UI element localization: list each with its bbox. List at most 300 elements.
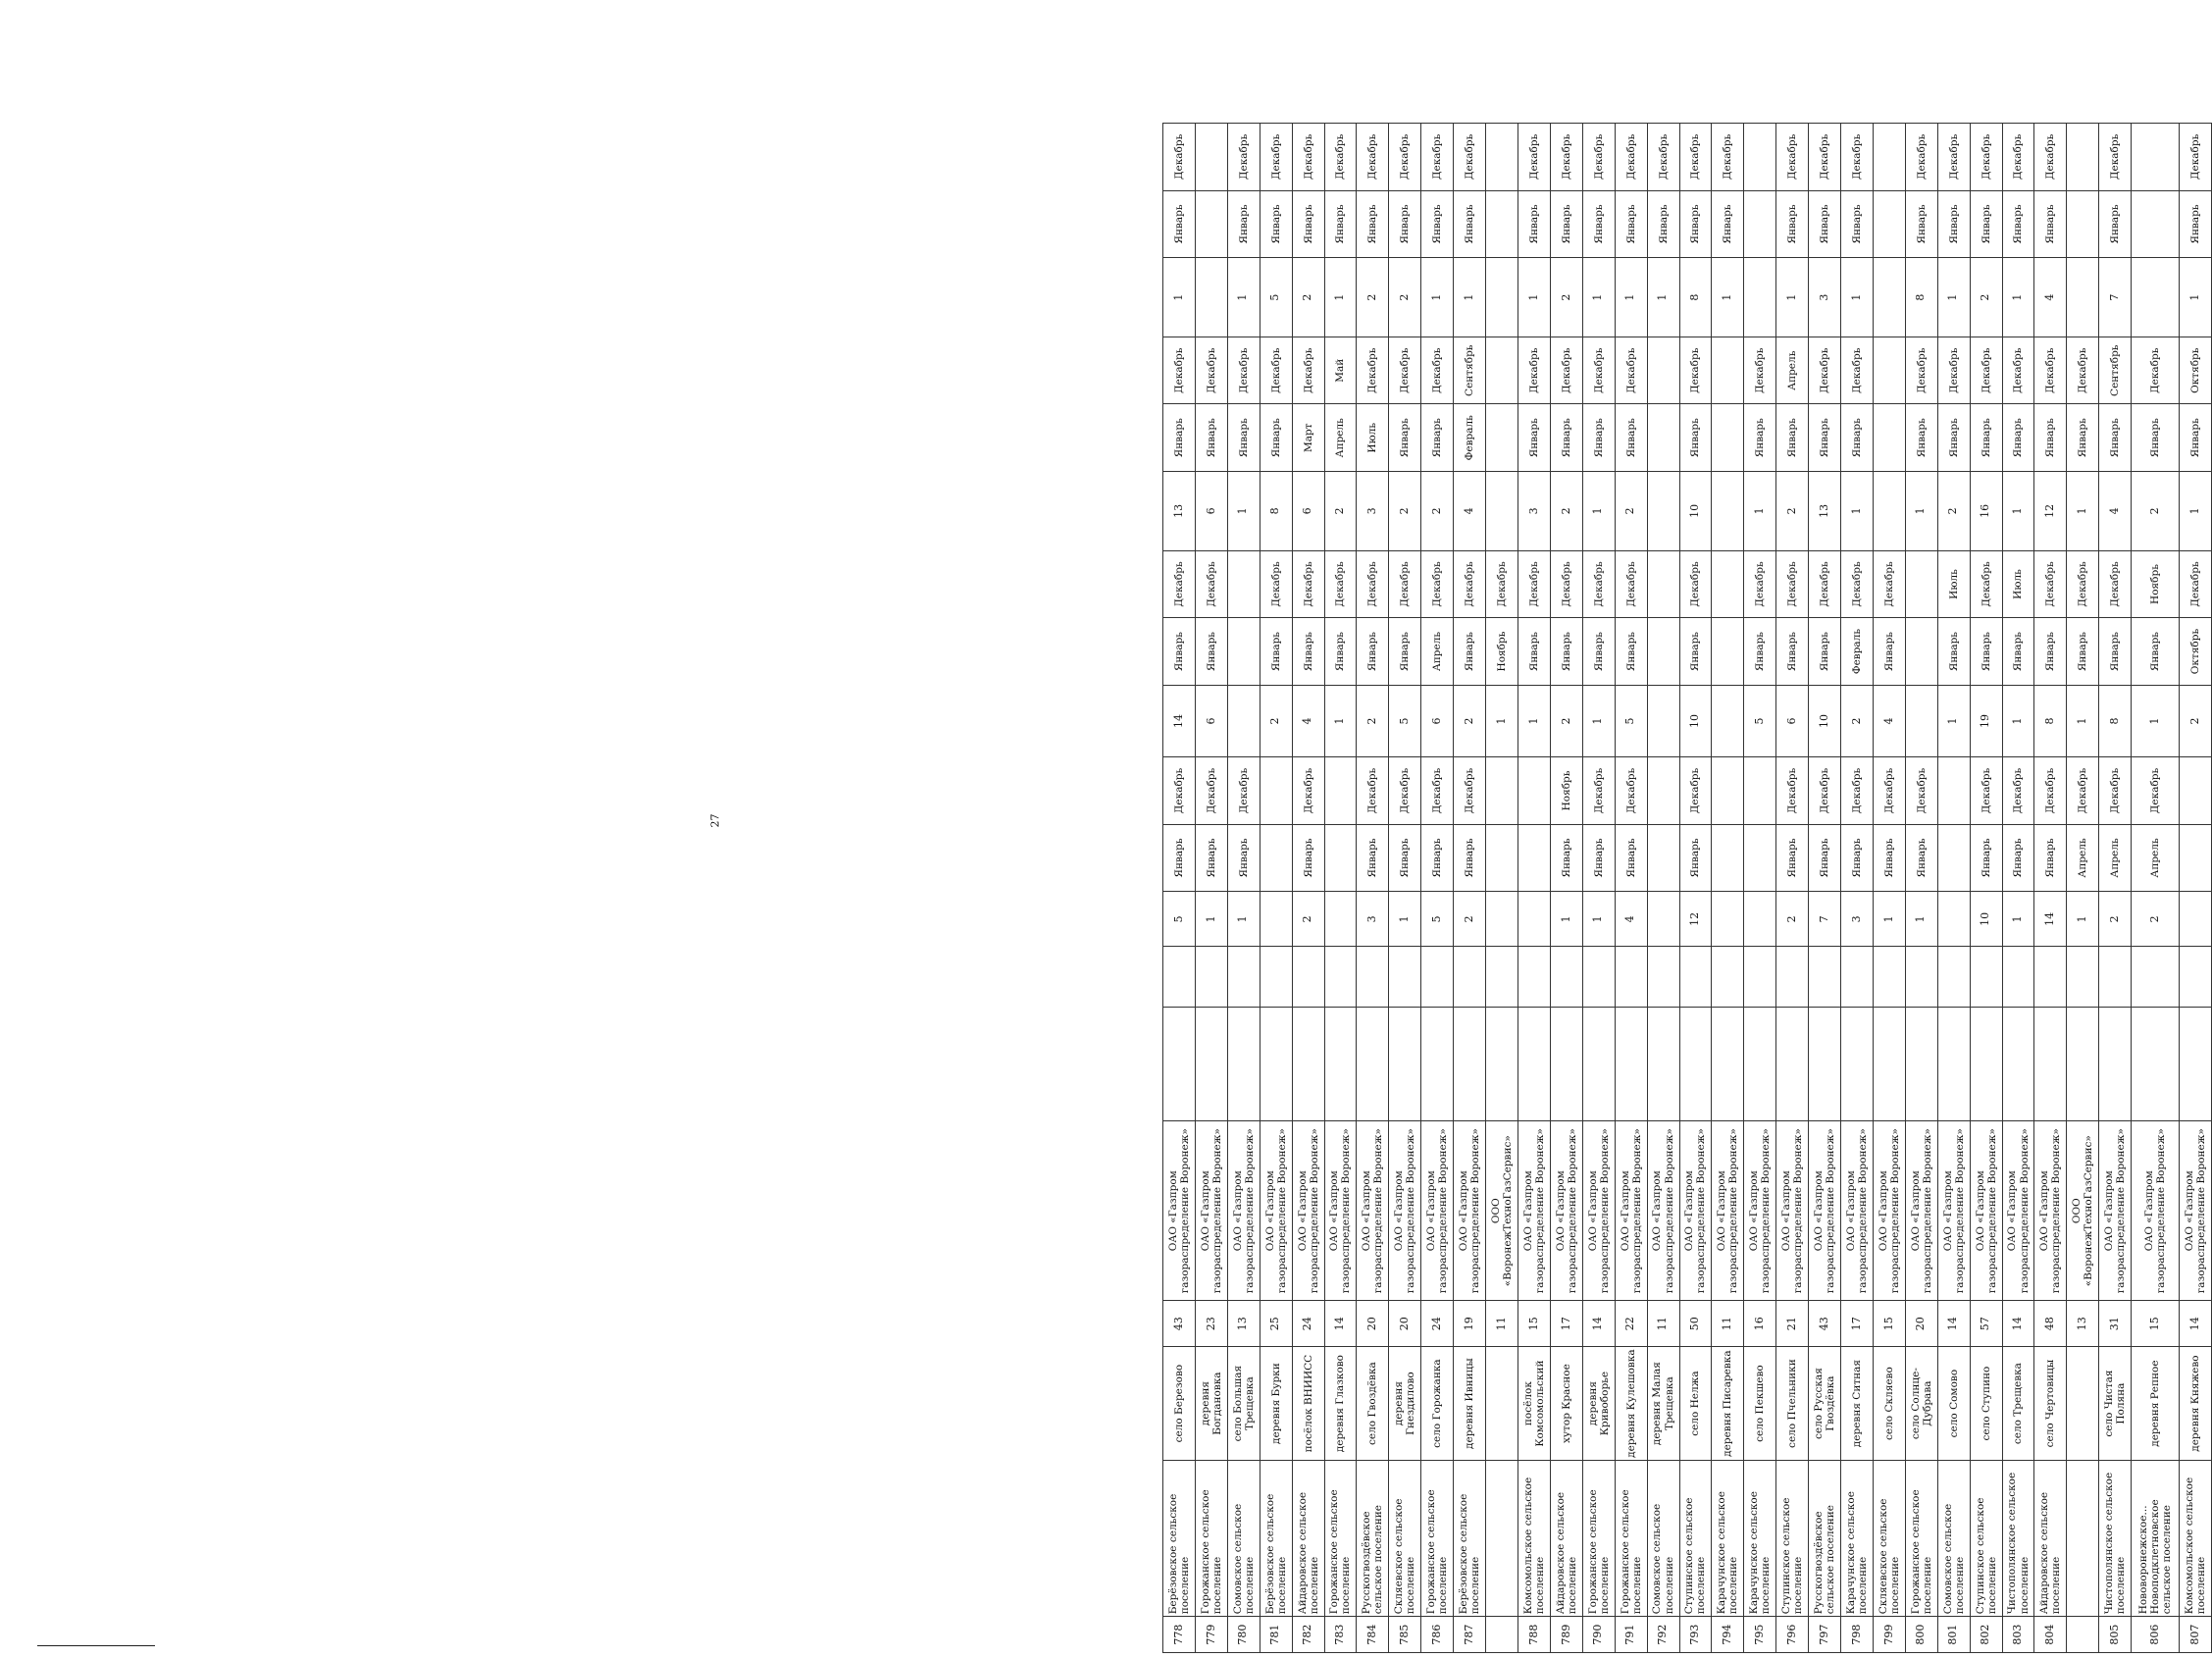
table-cell <box>2002 1007 2034 1120</box>
table-cell: Декабрь <box>2179 124 2211 191</box>
table-cell: Декабрь <box>1615 337 1647 404</box>
table-cell: Январь <box>2099 190 2132 258</box>
table-cell: Декабрь <box>1389 550 1421 618</box>
table-cell: Ноябрь <box>1486 618 1518 686</box>
table-cell: Декабрь <box>2034 550 2067 618</box>
table-cell: Декабрь <box>2034 757 2067 825</box>
table-cell <box>1905 685 1937 756</box>
table-cell <box>1421 947 1454 1007</box>
table-cell: Апрель <box>1421 618 1454 686</box>
table-cell: 795 <box>1744 1617 1776 1653</box>
table-cell: ОАО «Газпром газораспределение Воронеж» <box>1679 1120 1712 1301</box>
table-row <box>1163 124 1196 1653</box>
table-cell <box>1550 1007 1582 1120</box>
table-cell: Ступинское сельское поселение <box>1970 1461 2002 1617</box>
table-cell <box>1647 685 1679 756</box>
table-cell: ОАО «Газпром газораспределение Воронеж» <box>2179 1120 2211 1301</box>
table-cell: Январь <box>1809 404 1841 472</box>
table-cell: Декабрь <box>1260 550 1292 618</box>
table-cell: 787 <box>1454 1617 1486 1653</box>
table-cell: Январь <box>1260 618 1292 686</box>
table-cell: Декабрь <box>1163 757 1196 825</box>
table-row <box>1454 124 1486 1653</box>
table-cell: Январь <box>1776 404 1809 472</box>
table-cell: ОАО «Газпром газораспределение Воронеж» <box>1712 1120 1744 1301</box>
table-cell: 1 <box>1615 258 1647 337</box>
table-cell: Январь <box>1195 404 1227 472</box>
table-cell: Февраль <box>1841 618 1874 686</box>
table-cell: Январь <box>1195 618 1227 686</box>
table-cell: 2 <box>1615 471 1647 550</box>
table-cell: 2 <box>1292 892 1324 947</box>
table-cell: Декабрь <box>1227 124 1260 191</box>
table-cell: 2 <box>1357 258 1389 337</box>
table-cell: 4 <box>2099 471 2132 550</box>
table-cell: 1 <box>1518 258 1550 337</box>
table-cell: 1 <box>2179 258 2211 337</box>
table-cell: 1 <box>1873 892 1905 947</box>
table-cell: Декабрь <box>1454 124 1486 191</box>
table-cell <box>1195 1007 1227 1120</box>
table-cell <box>2067 1346 2099 1460</box>
table-cell <box>1647 892 1679 947</box>
rotated-table-container <box>1162 123 2212 1653</box>
table-cell <box>1647 337 1679 404</box>
table-cell: Июль <box>1357 404 1389 472</box>
table-cell: Январь <box>1809 824 1841 892</box>
table-cell: 19 <box>1970 685 2002 756</box>
table-cell: деревня Репное <box>2132 1346 2180 1460</box>
table-cell <box>1744 124 1776 191</box>
table-cell: ОАО «Газпром газораспределение Воронеж» <box>2002 1120 2034 1301</box>
table-cell: 2 <box>2132 892 2180 947</box>
table-cell: 16 <box>1744 1301 1776 1347</box>
table-cell: 17 <box>1841 1301 1874 1347</box>
table-cell: Январь <box>1841 404 1874 472</box>
table-cell: Январь <box>1905 404 1937 472</box>
table-cell <box>1324 824 1357 892</box>
table-cell <box>1647 1007 1679 1120</box>
table-cell: Январь <box>1227 824 1260 892</box>
table-cell <box>1582 947 1615 1007</box>
table-cell: Январь <box>1905 190 1937 258</box>
table-cell: Декабрь <box>1518 337 1550 404</box>
table-cell: ОАО «Газпром газораспределение Воронеж» <box>1357 1120 1389 1301</box>
table-cell: 11 <box>1647 1301 1679 1347</box>
table-cell <box>2002 947 2034 1007</box>
table-cell: ООО «ВоронежТехноГазСервис» <box>1486 1120 1518 1301</box>
table-cell: 794 <box>1712 1617 1744 1653</box>
table-cell: 1 <box>1582 892 1615 947</box>
table-cell: Декабрь <box>2099 757 2132 825</box>
table-cell: 1 <box>1518 685 1550 756</box>
table-cell: ОАО «Газпром газораспределение Воронеж» <box>1937 1120 1970 1301</box>
table-cell: деревня Ситная <box>1841 1346 1874 1460</box>
table-cell: Декабрь <box>1679 337 1712 404</box>
table-cell: деревня Богдановка <box>1195 1346 1227 1460</box>
table-cell: 780 <box>1227 1617 1260 1653</box>
table-cell: 5 <box>1389 685 1421 756</box>
table-cell: 1 <box>2067 892 2099 947</box>
table-cell: 23 <box>1195 1301 1227 1347</box>
table-cell <box>1486 757 1518 825</box>
table-cell: 1 <box>2067 685 2099 756</box>
table-cell: Ступинское сельское поселение <box>1679 1461 1712 1617</box>
table-cell: 1 <box>1937 685 1970 756</box>
table-cell: Декабрь <box>2002 124 2034 191</box>
table-cell: 57 <box>1970 1301 2002 1347</box>
table-cell <box>1227 618 1260 686</box>
table-cell: 1 <box>1905 471 1937 550</box>
table-cell: Декабрь <box>1357 124 1389 191</box>
table-cell: 805 <box>2099 1617 2132 1653</box>
table-cell: Декабрь <box>1809 124 1841 191</box>
table-cell: 1 <box>1647 258 1679 337</box>
table-cell: 1 <box>2002 892 2034 947</box>
table-cell: село Пекшево <box>1744 1346 1776 1460</box>
table-cell: 793 <box>1679 1617 1712 1653</box>
table-cell: Декабрь <box>2132 757 2180 825</box>
table-cell <box>1163 947 1196 1007</box>
table-cell: Январь <box>1744 404 1776 472</box>
table-cell <box>1744 258 1776 337</box>
table-cell: Декабрь <box>2179 550 2211 618</box>
table-cell: 14 <box>2179 1301 2211 1347</box>
table-cell: Январь <box>1195 824 1227 892</box>
table-cell: 7 <box>2099 258 2132 337</box>
table-cell <box>1647 471 1679 550</box>
table-cell: 2 <box>1550 471 1582 550</box>
table-cell: 789 <box>1550 1617 1582 1653</box>
table-cell: Декабрь <box>1163 124 1196 191</box>
table-cell: 1 <box>1195 892 1227 947</box>
table-cell: 799 <box>1873 1617 1905 1653</box>
table-cell: Январь <box>1260 190 1292 258</box>
table-cell: Скляевское сельское поселение <box>1873 1461 1905 1617</box>
table-cell <box>1486 1346 1518 1460</box>
table-cell: Январь <box>1518 404 1550 472</box>
table-cell: Декабрь <box>1195 757 1227 825</box>
table-cell: Декабрь <box>1195 550 1227 618</box>
table-cell: Декабрь <box>1615 757 1647 825</box>
table-row <box>1647 124 1679 1653</box>
table-cell <box>1260 947 1292 1007</box>
table-cell: Декабрь <box>1357 757 1389 825</box>
table-cell: Январь <box>2067 404 2099 472</box>
table-cell: ОАО «Газпром газораспределение Воронеж» <box>1841 1120 1874 1301</box>
table-cell: 784 <box>1357 1617 1389 1653</box>
table-row <box>2179 124 2211 1653</box>
table-cell <box>1712 757 1744 825</box>
table-cell: Сомовское сельское поселение <box>1647 1461 1679 1617</box>
table-cell: Декабрь <box>2034 124 2067 191</box>
table-cell <box>2099 1007 2132 1120</box>
table-cell: Декабрь <box>1324 550 1357 618</box>
table-cell: 1 <box>1776 258 1809 337</box>
table-cell: 792 <box>1647 1617 1679 1653</box>
table-cell <box>1809 1007 1841 1120</box>
table-cell: Декабрь <box>1357 550 1389 618</box>
table-cell: Декабрь <box>1292 337 1324 404</box>
table-cell: Ступинское сельское поселение <box>1776 1461 1809 1617</box>
table-cell: Январь <box>1841 824 1874 892</box>
table-cell <box>1841 1007 1874 1120</box>
table-cell: 8 <box>2034 685 2067 756</box>
table-row <box>1776 124 1809 1653</box>
table-cell: село Солнце-Дубрава <box>1905 1346 1937 1460</box>
table-cell: Декабрь <box>1389 124 1421 191</box>
table-cell: Русскогвоздёвское сельское поселение <box>1357 1461 1389 1617</box>
table-cell: Декабрь <box>1615 550 1647 618</box>
table-cell <box>1518 824 1550 892</box>
table-cell: 1 <box>2002 471 2034 550</box>
table-cell: Апрель <box>1324 404 1357 472</box>
table-cell: 2 <box>1454 892 1486 947</box>
table-cell: 14 <box>1163 685 1196 756</box>
table-cell: Январь <box>1582 404 1615 472</box>
table-cell: Январь <box>2132 618 2180 686</box>
table-cell: 6 <box>1421 685 1454 756</box>
table-cell: село Большая Трещевка <box>1227 1346 1260 1460</box>
table-cell: 797 <box>1809 1617 1841 1653</box>
table-cell: 1 <box>1841 471 1874 550</box>
table-cell: 790 <box>1582 1617 1615 1653</box>
table-cell <box>1937 1007 1970 1120</box>
table-cell <box>2034 947 2067 1007</box>
table-cell: Скляевское сельское поселение <box>1389 1461 1421 1617</box>
table-cell: Январь <box>2179 190 2211 258</box>
table-cell: Декабрь <box>1421 337 1454 404</box>
table-cell <box>1744 757 1776 825</box>
table-cell: 791 <box>1615 1617 1647 1653</box>
table-cell: ОАО «Газпром газораспределение Воронеж» <box>1421 1120 1454 1301</box>
table-cell: Январь <box>2002 404 2034 472</box>
table-cell: 781 <box>1260 1617 1292 1653</box>
table-cell <box>1744 190 1776 258</box>
table-cell: Декабрь <box>1937 124 1970 191</box>
table-cell <box>2179 892 2211 947</box>
table-cell: ООО «ВоронежТехноГазСервис» <box>2067 1120 2099 1301</box>
table-cell: 17 <box>1550 1301 1582 1347</box>
table-cell: Декабрь <box>1873 550 1905 618</box>
table-cell: 5 <box>1421 892 1454 947</box>
table-row <box>1292 124 1324 1653</box>
table-cell <box>1486 824 1518 892</box>
table-cell: Январь <box>2099 404 2132 472</box>
table-cell: Нововоронежское... Новоподклетновское сельское поселение <box>2132 1461 2180 1617</box>
table-cell <box>2132 258 2180 337</box>
table-cell: Декабрь <box>1518 124 1550 191</box>
table-cell: Январь <box>1518 190 1550 258</box>
table-cell <box>1357 947 1389 1007</box>
table-cell: Январь <box>1357 824 1389 892</box>
table-cell: ОАО «Газпром газораспределение Воронеж» <box>1227 1120 1260 1301</box>
table-cell: 2 <box>1776 471 1809 550</box>
table-cell <box>1163 1007 1196 1120</box>
table-cell: Январь <box>1937 618 1970 686</box>
table-cell: Январь <box>1389 618 1421 686</box>
table-cell <box>1357 1007 1389 1120</box>
table-cell: село Сомово <box>1937 1346 1970 1460</box>
table-row <box>1421 124 1454 1653</box>
table-cell: ОАО «Газпром газораспределение Воронеж» <box>1292 1120 1324 1301</box>
table-cell: Айдаровское сельское поселение <box>1292 1461 1324 1617</box>
table-cell: Карачунское сельское поселение <box>1712 1461 1744 1617</box>
table-cell: 1 <box>1712 258 1744 337</box>
table-cell: Декабрь <box>2034 337 2067 404</box>
table-cell: село Чистая Поляна <box>2099 1346 2132 1460</box>
table-cell: Сомовское сельское поселение <box>1937 1461 1970 1617</box>
table-cell: Декабрь <box>1970 757 2002 825</box>
table-cell: 8 <box>2099 685 2132 756</box>
table-cell: Горожанское сельское поселение <box>1905 1461 1937 1617</box>
table-cell: 14 <box>2002 1301 2034 1347</box>
table-cell <box>1712 947 1744 1007</box>
table-cell <box>1486 1461 1518 1617</box>
table-cell: 1 <box>2132 685 2180 756</box>
table-cell: 12 <box>2034 471 2067 550</box>
table-cell: Горожанское сельское поселение <box>1582 1461 1615 1617</box>
table-cell <box>1744 892 1776 947</box>
table-row <box>2002 124 2034 1653</box>
schedule-table <box>1162 123 2212 1653</box>
table-cell: 11 <box>1486 1301 1518 1347</box>
table-cell <box>1712 550 1744 618</box>
table-cell: 13 <box>1227 1301 1260 1347</box>
table-cell: ОАО «Газпром газораспределение Воронеж» <box>1615 1120 1647 1301</box>
table-cell: Июль <box>1937 550 1970 618</box>
table-cell <box>1712 892 1744 947</box>
table-cell: 5 <box>1615 685 1647 756</box>
table-cell: Декабрь <box>1421 550 1454 618</box>
table-row <box>2034 124 2067 1653</box>
table-cell: Декабрь <box>1776 550 1809 618</box>
table-cell: Чистополянское сельское поселение <box>2002 1461 2034 1617</box>
table-cell: Январь <box>1163 618 1196 686</box>
table-cell: ОАО «Газпром газораспределение Воронеж» <box>1518 1120 1550 1301</box>
table-cell: Январь <box>2034 190 2067 258</box>
table-cell <box>1195 258 1227 337</box>
table-cell: село Горожанка <box>1421 1346 1454 1460</box>
table-cell: 1 <box>1486 685 1518 756</box>
table-cell: Карачунское сельское поселение <box>1841 1461 1874 1617</box>
table-cell: Январь <box>1324 618 1357 686</box>
table-cell: Декабрь <box>1679 124 1712 191</box>
table-cell: 786 <box>1421 1617 1454 1653</box>
table-row <box>1744 124 1776 1653</box>
table-cell: Горожанское сельское поселение <box>1195 1461 1227 1617</box>
table-cell: 1 <box>1163 258 1196 337</box>
table-cell <box>2067 190 2099 258</box>
table-cell <box>1260 824 1292 892</box>
table-cell: 10 <box>1809 685 1841 756</box>
table-cell: Декабрь <box>1486 550 1518 618</box>
table-cell: село Трещевка <box>2002 1346 2034 1460</box>
table-cell: Декабрь <box>1776 757 1809 825</box>
table-cell: Январь <box>1454 824 1486 892</box>
table-row <box>1970 124 2002 1653</box>
table-cell: 1 <box>1227 471 1260 550</box>
table-cell: Январь <box>1809 618 1841 686</box>
table-cell: 2 <box>1937 471 1970 550</box>
table-cell <box>2132 947 2180 1007</box>
table-cell: 4 <box>1873 685 1905 756</box>
table-cell: 25 <box>1260 1301 1292 1347</box>
table-cell: Декабрь <box>1744 337 1776 404</box>
table-cell: Январь <box>1615 404 1647 472</box>
table-cell: Январь <box>1550 404 1582 472</box>
table-cell: Январь <box>2179 404 2211 472</box>
table-cell: 3 <box>1357 892 1389 947</box>
table-row <box>1841 124 1874 1653</box>
table-cell: посёлок Комсомольский <box>1518 1346 1550 1460</box>
table-cell <box>1518 1007 1550 1120</box>
table-cell: Январь <box>2132 404 2180 472</box>
table-cell <box>1647 824 1679 892</box>
table-cell: Январь <box>1776 190 1809 258</box>
table-cell: Декабрь <box>2099 550 2132 618</box>
table-cell: 2 <box>1324 471 1357 550</box>
table-cell: Берёзовское сельское поселение <box>1454 1461 1486 1617</box>
table-cell: Январь <box>1873 824 1905 892</box>
table-cell: Январь <box>1841 190 1874 258</box>
table-cell: Январь <box>1712 190 1744 258</box>
table-cell: Январь <box>1809 190 1841 258</box>
table-cell <box>1518 947 1550 1007</box>
table-cell <box>1324 892 1357 947</box>
table-cell: 782 <box>1292 1617 1324 1653</box>
table-cell: село Пчельники <box>1776 1346 1809 1460</box>
table-row <box>1227 124 1260 1653</box>
table-cell: Январь <box>1679 618 1712 686</box>
table-cell: Январь <box>1937 190 1970 258</box>
table-row <box>1518 124 1550 1653</box>
table-cell <box>1486 124 1518 191</box>
table-cell: ОАО «Газпром газораспределение Воронеж» <box>1582 1120 1615 1301</box>
table-cell: 6 <box>1195 685 1227 756</box>
table-cell: Декабрь <box>1227 757 1260 825</box>
table-cell: 1 <box>1841 258 1874 337</box>
table-cell: 802 <box>1970 1617 2002 1653</box>
table-cell: Декабрь <box>1970 337 2002 404</box>
table-cell <box>1905 550 1937 618</box>
table-cell: Январь <box>1582 824 1615 892</box>
table-cell: 2 <box>1292 258 1324 337</box>
table-cell: ОАО «Газпром газораспределение Воронеж» <box>1744 1120 1776 1301</box>
table-cell: 5 <box>1744 685 1776 756</box>
table-cell <box>1905 947 1937 1007</box>
table-cell <box>1486 1617 1518 1653</box>
table-cell: 20 <box>1905 1301 1937 1347</box>
table-cell: Декабрь <box>1550 124 1582 191</box>
table-cell: 43 <box>1809 1301 1841 1347</box>
table-row <box>2099 124 2132 1653</box>
table-cell <box>1615 947 1647 1007</box>
table-cell: Декабрь <box>1841 124 1874 191</box>
table-cell: 1 <box>1905 892 1937 947</box>
table-cell: ОАО «Газпром газораспределение Воронеж» <box>2132 1120 2180 1301</box>
table-cell: 20 <box>1389 1301 1421 1347</box>
table-cell: деревня Кулешовка <box>1615 1346 1647 1460</box>
table-cell: Январь <box>1163 190 1196 258</box>
table-cell: 8 <box>1679 258 1712 337</box>
table-cell <box>1873 1007 1905 1120</box>
table-cell: Январь <box>1454 190 1486 258</box>
table-cell: Январь <box>1582 618 1615 686</box>
table-row <box>1324 124 1357 1653</box>
table-cell: 20 <box>1357 1301 1389 1347</box>
table-cell: Январь <box>1389 824 1421 892</box>
